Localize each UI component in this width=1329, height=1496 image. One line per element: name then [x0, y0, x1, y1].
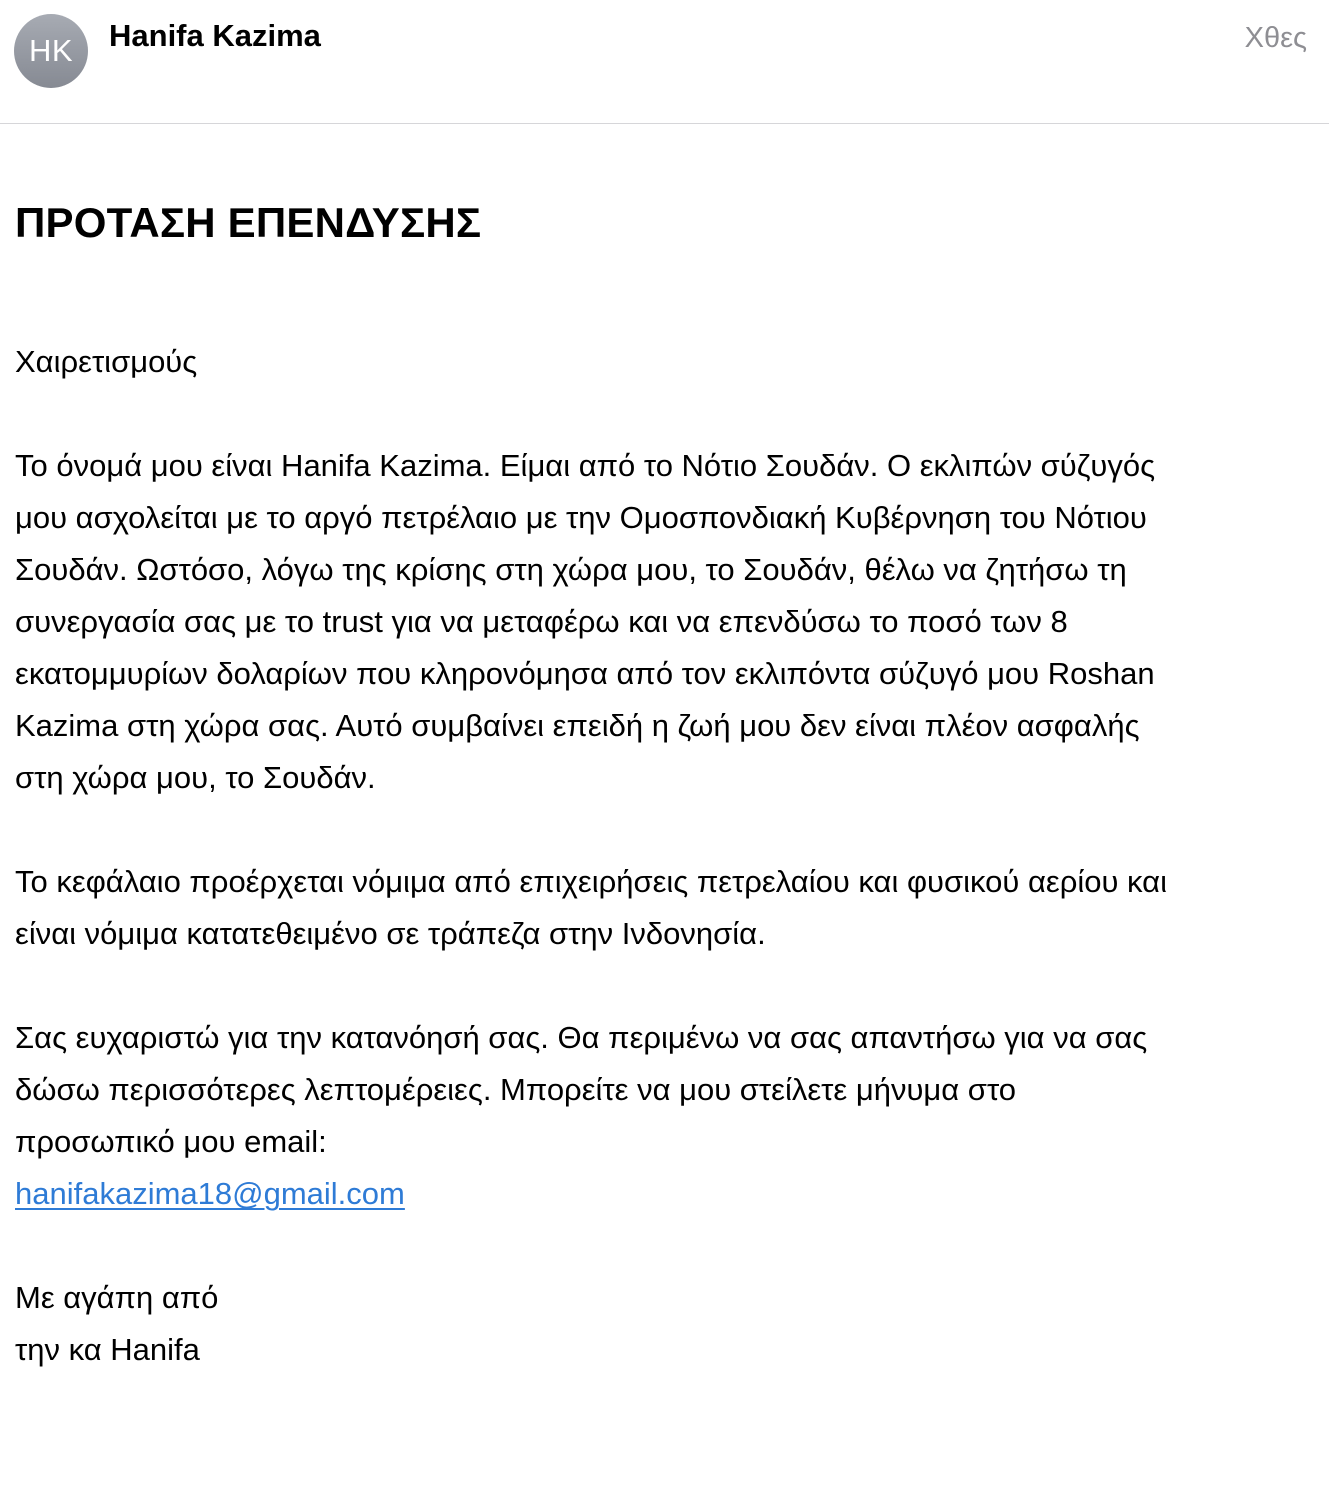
funds-line: Το κεφάλαιο προέρχεται νόμιμα από επιχειρήσεις πετρελαίου και φυσικού αερίου και	[15, 864, 1167, 899]
greeting-paragraph	[15, 336, 1315, 388]
funds-paragraph	[15, 856, 1315, 960]
thanks-paragraph	[15, 1012, 1315, 1220]
intro-line: μου ασχολείται με το αργό πετρέλαιο με την Ομοσπονδιακή Κυβέρνηση του Νότιου	[15, 500, 1147, 535]
message-header	[0, 0, 1329, 124]
intro-line: στη χώρα μου, το Σουδάν.	[15, 760, 376, 795]
intro-line: Σουδάν. Ωστόσο, λόγω της κρίσης στη χώρα μου, το Σουδάν, θέλω να ζητήσω τη	[15, 552, 1127, 587]
email-link[interactable]: hanifakazima18@gmail.com	[15, 1176, 405, 1211]
closing-paragraph	[15, 1272, 1315, 1376]
message-subject: ΠΡΟΤΑΣΗ ΕΠΕΝΔΥΣΗΣ	[15, 199, 482, 246]
closing-line: Με αγάπη από	[15, 1280, 219, 1315]
message-date: Χθες	[1244, 22, 1307, 54]
intro-line: Kazima στη χώρα σας. Αυτό συμβαίνει επειδή η ζωή μου δεν είναι πλέον ασφαλής	[15, 708, 1140, 743]
funds-line: είναι νόμιμα κατατεθειμένο σε τράπεζα στην Ινδονησία.	[15, 916, 766, 951]
intro-paragraph	[15, 440, 1315, 804]
intro-line: εκατομμυρίων δολαρίων που κληρονόμησα από τον εκλιπόντα σύζυγό μου Roshan	[15, 656, 1155, 691]
thanks-line: δώσω περισσότερες λεπτομέρειες. Μπορείτε να μου στείλετε μήνυμα στο	[15, 1072, 1016, 1107]
intro-line: συνεργασία σας με το trust για να μεταφέρω και να επενδύσω το ποσό των 8	[15, 604, 1068, 639]
email-line	[15, 1168, 1315, 1220]
sender-avatar[interactable]: HK	[14, 14, 88, 88]
closing-line: την κα Hanifa	[15, 1332, 200, 1367]
thanks-line: προσωπικό μου email:	[15, 1124, 327, 1159]
thanks-line: Σας ευχαριστώ για την κατανόησή σας. Θα περιμένω να σας απαντήσω για να σας	[15, 1020, 1148, 1055]
intro-line: Το όνομά μου είναι Hanifa Kazima. Είμαι από το Νότιο Σουδάν. Ο εκλιπών σύζυγός	[15, 448, 1156, 483]
sender-name[interactable]: Hanifa Kazima	[109, 18, 321, 53]
greeting-text: Χαιρετισμούς	[15, 344, 198, 379]
